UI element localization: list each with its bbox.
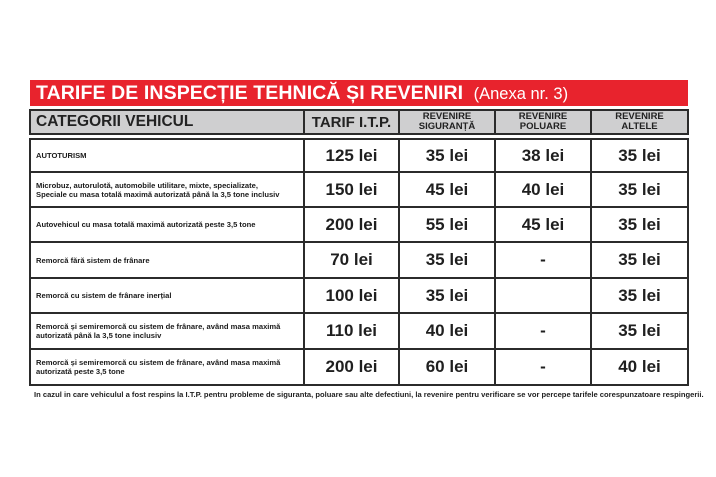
- table-row: [29, 173, 689, 208]
- row-category: [29, 208, 305, 243]
- row-other-price: 40 lei: [592, 350, 689, 386]
- row-itp-price: 125 lei: [305, 138, 400, 173]
- table-row: [29, 350, 689, 386]
- row-pollution-price: [496, 279, 592, 314]
- footnote: In cazul in care vehiculul a fost respins la I.T.P. pentru probleme de siguranta, poluare sau alte defectiuni, la revenire pentru verificare se vor percepe tarifele corespunzatoare respingerii.: [34, 390, 704, 399]
- row-safety-price: 40 lei: [400, 314, 496, 350]
- row-other-price: 35 lei: [592, 314, 689, 350]
- table-row: [29, 243, 689, 279]
- row-pollution-price: 45 lei: [496, 208, 592, 243]
- row-safety-price: 35 lei: [400, 279, 496, 314]
- row-other-price: 35 lei: [592, 173, 689, 208]
- row-pollution-price: -: [496, 243, 592, 279]
- title-banner: [30, 80, 688, 106]
- row-category: [29, 173, 305, 208]
- row-itp-price: 110 lei: [305, 314, 400, 350]
- category-line: AUTOTURISM: [36, 151, 87, 160]
- row-itp-price: 200 lei: [305, 350, 400, 386]
- category-line: Autovehicul cu masa totală maximă autorizată peste 3,5 tone: [36, 220, 256, 229]
- header-other: [592, 109, 689, 135]
- category-line: Remorcă cu sistem de frânare inerțial: [36, 291, 172, 300]
- row-category: [29, 243, 305, 279]
- row-safety-price: 35 lei: [400, 243, 496, 279]
- table-row: [29, 208, 689, 243]
- row-other-price: 35 lei: [592, 243, 689, 279]
- category-line: autorizată până la 3,5 tone inclusiv: [36, 331, 162, 340]
- tariff-table: [29, 138, 689, 386]
- category-line: autorizată peste 3,5 tone: [36, 367, 125, 376]
- header-safety-line1: REVENIRE: [422, 111, 472, 122]
- annex-label: (Anexa nr. 3): [473, 85, 569, 103]
- category-line: Microbuz, autorulotă, automobile utilitare, mixte, specializate,: [36, 180, 258, 190]
- row-pollution-price: -: [496, 314, 592, 350]
- table-header: [29, 109, 689, 135]
- header-itp: TARIF I.T.P.: [305, 109, 400, 135]
- row-itp-price: 70 lei: [305, 243, 400, 279]
- row-category: [29, 314, 305, 350]
- row-safety-price: 60 lei: [400, 350, 496, 386]
- category-line: Speciale cu masa totală maximă autorizată până la 3,5 tone inclusiv: [36, 189, 280, 199]
- header-pollution-line2: POLUARE: [519, 121, 567, 132]
- row-category: [29, 138, 305, 173]
- row-pollution-price: 38 lei: [496, 138, 592, 173]
- table-row: [29, 314, 689, 350]
- row-pollution-price: 40 lei: [496, 173, 592, 208]
- category-line: Remorcă fără sistem de frânare: [36, 255, 150, 265]
- row-category: [29, 350, 305, 386]
- row-category: [29, 279, 305, 314]
- header-pollution-line1: REVENIRE: [518, 111, 568, 122]
- header-category: CATEGORII VEHICUL: [29, 109, 305, 135]
- row-pollution-price: -: [496, 350, 592, 386]
- row-itp-price: 150 lei: [305, 173, 400, 208]
- header-safety: [400, 109, 496, 135]
- row-safety-price: 45 lei: [400, 173, 496, 208]
- row-other-price: 35 lei: [592, 279, 689, 314]
- header-other-line2: ALTELE: [621, 121, 658, 132]
- row-itp-price: 100 lei: [305, 279, 400, 314]
- category-line: Remorcă și semiremorcă cu sistem de frânare, având masa maximă: [36, 358, 281, 367]
- row-itp-price: 200 lei: [305, 208, 400, 243]
- table-row: [29, 138, 689, 173]
- header-pollution: [496, 109, 592, 135]
- category-line: Remorcă și semiremorcă cu sistem de frânare, având masa maximă: [36, 322, 281, 331]
- row-other-price: 35 lei: [592, 138, 689, 173]
- page-title: TARIFE DE INSPECȚIE TEHNICĂ ȘI REVENIRI: [36, 82, 464, 104]
- header-other-line1: REVENIRE: [615, 111, 664, 122]
- row-safety-price: 55 lei: [400, 208, 496, 243]
- header-safety-line2: SIGURANȚĂ: [418, 121, 476, 132]
- table-row: [29, 279, 689, 314]
- row-safety-price: 35 lei: [400, 138, 496, 173]
- row-other-price: 35 lei: [592, 208, 689, 243]
